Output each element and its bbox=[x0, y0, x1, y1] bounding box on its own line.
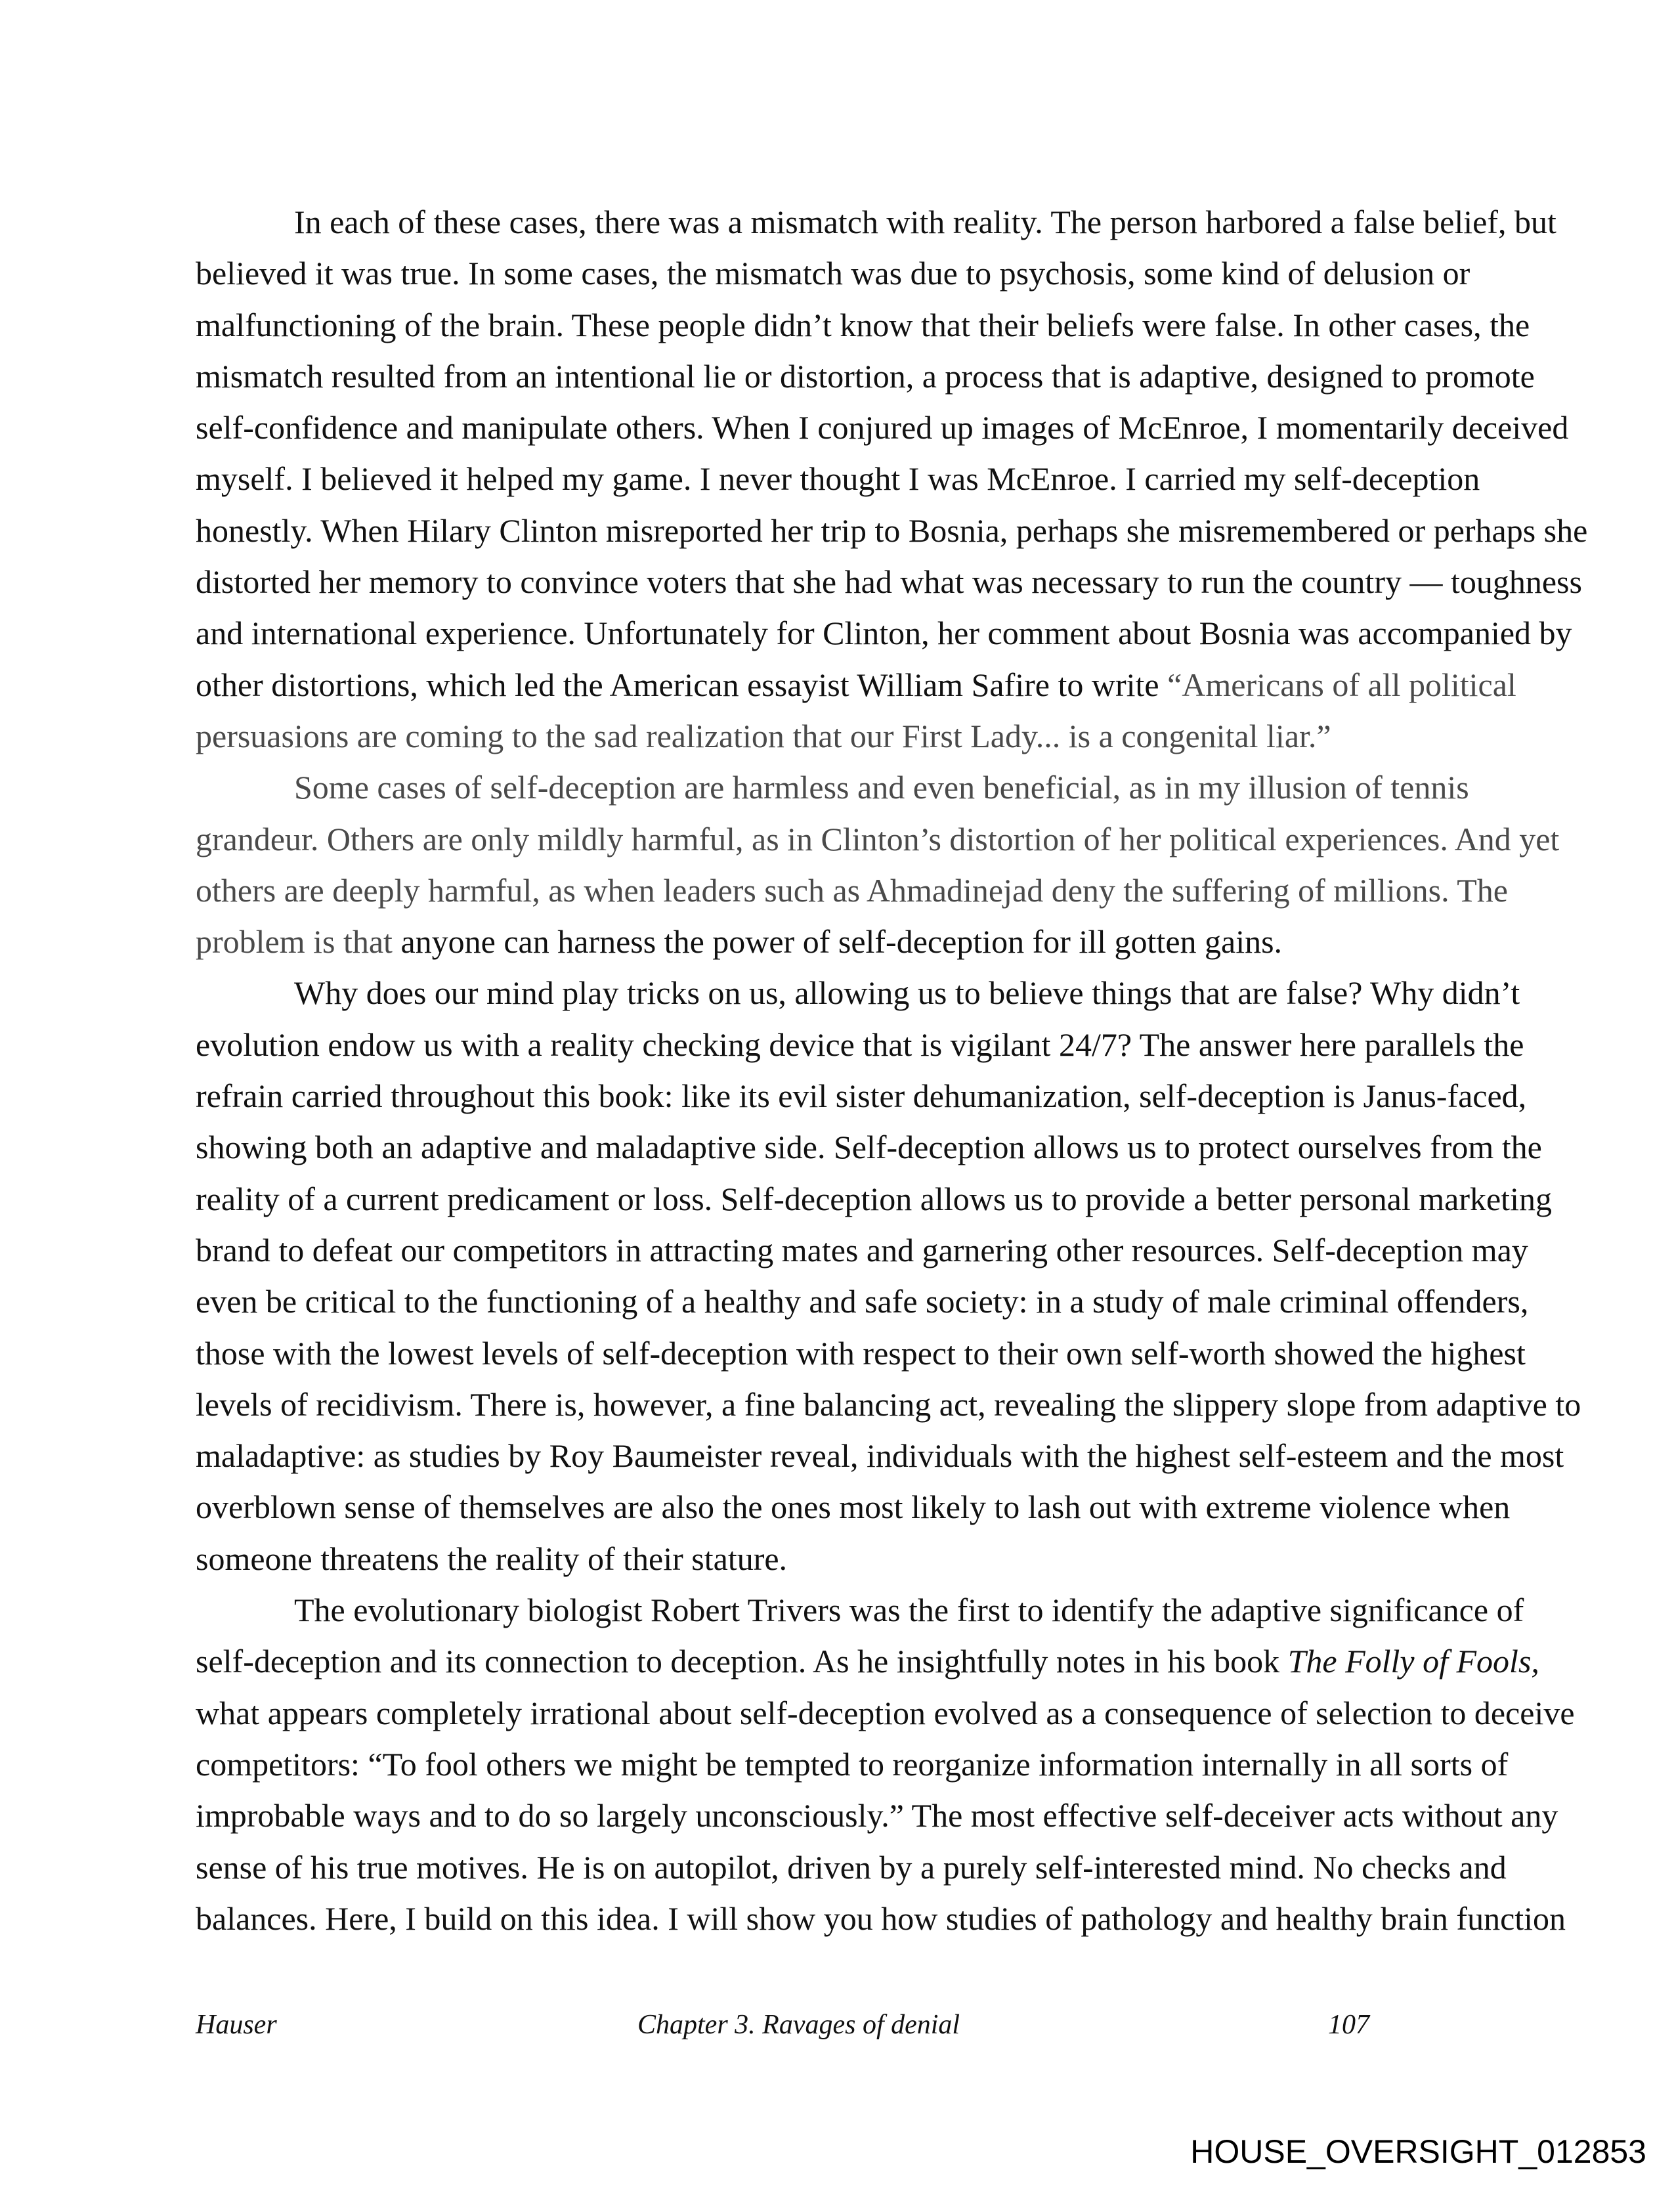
paragraph bbox=[196, 967, 1581, 1584]
text-line bbox=[196, 1328, 1526, 1379]
footer-chapter-title: Chapter 3. Ravages of denial bbox=[637, 2010, 960, 2040]
text-segment: self-deception and its connection to deception. As he insightfully notes in his book bbox=[196, 1643, 1288, 1680]
text-segment: competitors: “To fool others we might be tempted to reorganize information internally in all sorts of bbox=[196, 1745, 1509, 1783]
text-line bbox=[196, 1379, 1581, 1430]
book-title: The Folly of Fools, bbox=[1287, 1643, 1539, 1680]
text-segment: honestly. When Hilary Clinton misreported her trip to Bosnia, perhaps she misremembered or perhaps she bbox=[196, 511, 1588, 549]
text-line bbox=[196, 1276, 1529, 1327]
text-segment: grandeur. Others are only mildly harmful, as in Clinton’s distortion of her political experiences. And yet bbox=[196, 820, 1560, 857]
text-line bbox=[196, 505, 1588, 556]
text-segment: refrain carried throughout this book: like its evil sister dehumanization, self-deception is Janus-faced, bbox=[196, 1077, 1527, 1115]
text-line bbox=[196, 556, 1582, 607]
text-line bbox=[196, 1687, 1575, 1739]
text-line bbox=[196, 1225, 1528, 1276]
text-segment: levels of recidivism. There is, however, a fine balancing act, revealing the slippery slope from adaptive to bbox=[196, 1385, 1581, 1423]
text-line bbox=[196, 607, 1572, 659]
text-line bbox=[196, 967, 1520, 1018]
footer-page-number: 107 bbox=[1328, 2010, 1369, 2040]
text-segment: In each of these cases, there was a mismatch with reality. The person harbored a false belief, but bbox=[294, 204, 1556, 240]
text-line bbox=[196, 1173, 1552, 1225]
text-line bbox=[196, 1790, 1558, 1841]
text-segment: myself. I believed it helped my game. I never thought I was McEnroe. I carried my self-deception bbox=[196, 460, 1480, 498]
text-segment: evolution endow us with a reality checking device that is vigilant 24/7? The answer here parallels the bbox=[196, 1026, 1524, 1063]
paragraph bbox=[196, 1584, 1575, 1944]
text-segment: showing both an adaptive and maladaptive side. Self-deception allows us to protect ourselves from the bbox=[196, 1129, 1542, 1166]
text-line bbox=[196, 1019, 1524, 1070]
text-line bbox=[196, 402, 1569, 453]
text-segment: Why does our mind play tricks on us, allowing us to believe things that are false? Why didn’t bbox=[294, 974, 1520, 1012]
text-segment: problem is that bbox=[196, 923, 401, 961]
text-segment: even be critical to the functioning of a healthy and safe society: in a study of male criminal offenders, bbox=[196, 1283, 1529, 1320]
text-segment: others are deeply harmful, as when leaders such as Ahmadinejad deny the suffering of millions. The bbox=[196, 871, 1508, 909]
text-line bbox=[196, 1070, 1527, 1121]
text-segment: overblown sense of themselves are also the ones most likely to lash out with extreme violence when bbox=[196, 1488, 1511, 1526]
text-line bbox=[196, 248, 1482, 299]
text-line bbox=[196, 1430, 1564, 1481]
text-line bbox=[196, 1584, 1524, 1636]
text-segment: anyone can harness the power of self-deception for ill gotten gains. bbox=[400, 923, 1283, 961]
text-line bbox=[196, 813, 1560, 865]
text-segment: balances. Here, I build on this idea. I will show you how studies of pathology and healthy brain function bbox=[196, 1899, 1566, 1937]
text-segment: maladaptive: as studies by Roy Baumeister reveal, individuals with the highest self-esteem and the most bbox=[196, 1437, 1564, 1475]
text-segment: mismatch resulted from an intentional lie or distortion, a process that is adaptive, designed to promote bbox=[196, 357, 1535, 395]
text-segment: malfunctioning of the brain. These people didn’t know that their beliefs were false. In other cases, the bbox=[196, 306, 1530, 343]
paragraph bbox=[196, 762, 1560, 967]
footer-author: Hauser bbox=[196, 2010, 277, 2040]
text-segment: reality of a current predicament or loss. Self-deception allows us to provide a better personal marketing bbox=[196, 1180, 1552, 1217]
text-segment: Some cases of self-deception are harmless and even beneficial, as in my illusion of tennis bbox=[294, 769, 1469, 806]
text-segment: someone threatens the reality of their stature. bbox=[196, 1540, 788, 1577]
text-line bbox=[196, 299, 1530, 351]
text-segment: what appears completely irrational about self-deception evolved as a consequence of selection to deceive bbox=[196, 1694, 1575, 1731]
text-segment: self-confidence and manipulate others. When I conjured up images of McEnroe, I momentarily deceived bbox=[196, 409, 1569, 446]
text-segment: “Americans of all political bbox=[1167, 666, 1516, 703]
text-segment: other distortions, which led the American essayist William Safire to write bbox=[196, 666, 1168, 703]
text-line bbox=[196, 1893, 1566, 1944]
text-segment: sense of his true motives. He is on autopilot, driven by a purely self-interested mind. No checks and bbox=[196, 1848, 1507, 1886]
text-line bbox=[196, 453, 1482, 504]
body-text bbox=[196, 196, 1588, 1944]
text-segment: The evolutionary biologist Robert Trivers was the first to identify the adaptive significance of bbox=[294, 1592, 1524, 1629]
text-segment: improbable ways and to do so largely unconsciously.” The most effective self-deceiver acts without any bbox=[196, 1797, 1558, 1834]
text-line bbox=[196, 1636, 1539, 1687]
text-line bbox=[196, 1739, 1509, 1790]
text-line bbox=[196, 351, 1535, 402]
text-line bbox=[196, 1481, 1511, 1532]
text-line bbox=[196, 1842, 1507, 1893]
paragraph bbox=[196, 196, 1588, 762]
text-segment: persuasions are coming to the sad realization that our First Lady... is a congenital liar.” bbox=[196, 717, 1331, 754]
text-segment: believed it was true. In some cases, the mismatch was due to psychosis, some kind of delusion or bbox=[196, 255, 1470, 292]
bates-number: HOUSE_OVERSIGHT_012853 bbox=[1190, 2133, 1646, 2170]
text-line bbox=[196, 659, 1516, 710]
text-segment: and international experience. Unfortunately for Clinton, her comment about Bosnia was accompanied by bbox=[196, 615, 1572, 652]
text-segment: brand to defeat our competitors in attracting mates and garnering other resources. Self-deception may bbox=[196, 1231, 1528, 1269]
text-line bbox=[196, 916, 1482, 967]
text-segment: distorted her memory to convince voters that she had what was necessary to run the country — toughness bbox=[196, 563, 1582, 601]
text-line bbox=[196, 196, 1556, 248]
text-line bbox=[196, 762, 1482, 813]
text-line bbox=[196, 1121, 1542, 1173]
text-line bbox=[196, 1533, 1482, 1584]
text-line bbox=[196, 865, 1508, 916]
text-segment: those with the lowest levels of self-deception with respect to their own self-worth showed the highest bbox=[196, 1334, 1526, 1372]
text-line bbox=[196, 710, 1482, 762]
